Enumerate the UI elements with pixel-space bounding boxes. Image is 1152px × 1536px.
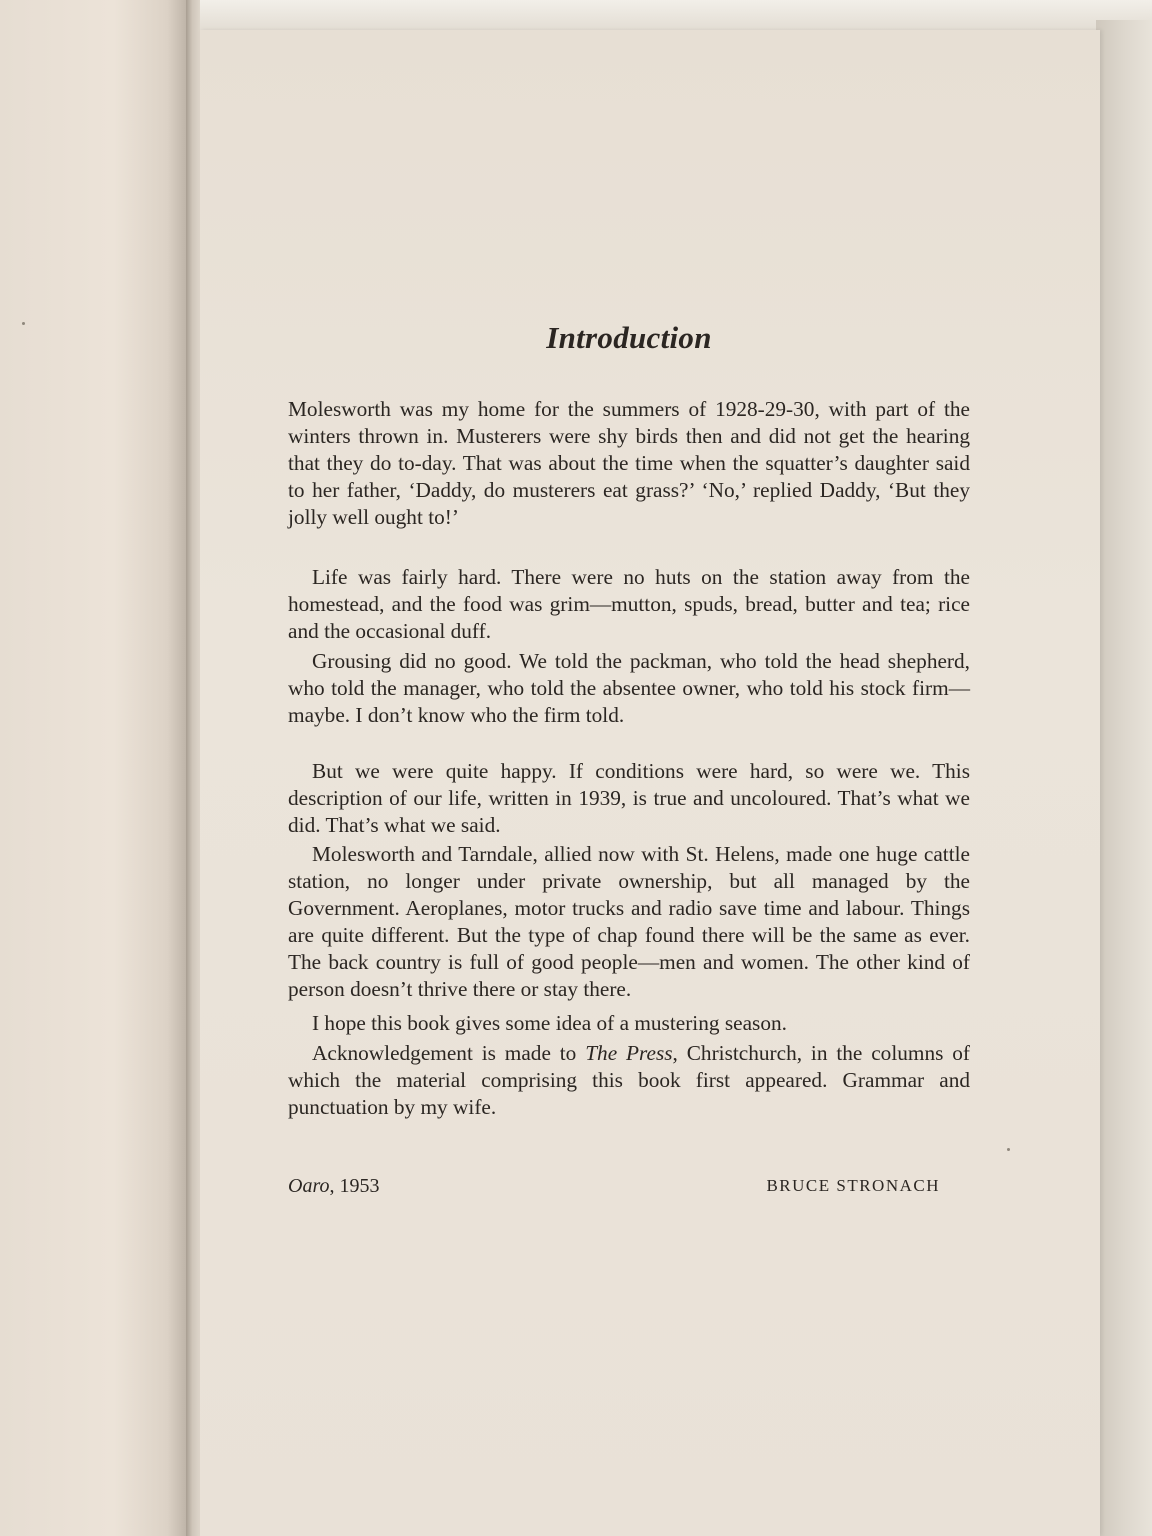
paragraph: I hope this book gives some idea of a mustering season. xyxy=(312,1011,787,1035)
author-name: BRUCE STRONACH xyxy=(766,1176,940,1195)
paragraph: Molesworth and Tarndale, allied now with St. Helens, made one huge cattle station, no longer under private ownership, but all managed by the Government. Aeroplanes, motor trucks and radio save time and labour. Things are quite different. But the type of chap found there will be the same as ever. The back country is full of good people—men and women. The other kind of person doesn’t thrive there or stay there. xyxy=(288,842,970,1001)
paragraph: But we were quite happy. If conditions were hard, so were we. This description of our life, written in 1939, is true and uncoloured. That’s what we did. That’s what we said. xyxy=(288,759,970,837)
acknowledgement-paragraph xyxy=(288,1040,970,1121)
cover-board-edge xyxy=(1096,20,1152,1536)
publication-name: The Press xyxy=(585,1041,673,1065)
page-title: Introduction xyxy=(546,320,712,355)
paragraph: Grousing did no good. We told the packman, who told the head shepherd, who told the manager, who told the absentee owner, who told his stock firm—maybe. I don’t know who the firm told. xyxy=(288,649,970,727)
cover-board-top xyxy=(200,0,1152,34)
acknowledgement-text: , Christchurch, in the columns of which the material comprising this book first appeared. Grammar and punctuation by my wife. xyxy=(288,1041,970,1119)
place-date xyxy=(288,1172,379,1200)
paragraph: Molesworth was my home for the summers of 1928-29-30, with part of the winters thrown in. Musterers were shy birds then and did not get the hearing that they do to-day. That was about the time when the squatter’s daughter said to her father, ‘Daddy, do musterers eat grass?’ ‘No,’ replied Daddy, ‘But they jolly well ought to!’ xyxy=(288,397,970,529)
paper-speck xyxy=(1007,1148,1010,1151)
left-page xyxy=(0,0,190,1536)
acknowledgement-text: Acknowledgement is made to xyxy=(312,1041,586,1065)
place: Oaro xyxy=(288,1175,330,1197)
paragraph: Life was fairly hard. There were no huts on the station away from the homestead, and the food was grim—mutton, spuds, bread, butter and tea; rice and the occasional duff. xyxy=(288,565,970,643)
year: , 1953 xyxy=(329,1175,380,1197)
paper-speck xyxy=(22,322,25,325)
